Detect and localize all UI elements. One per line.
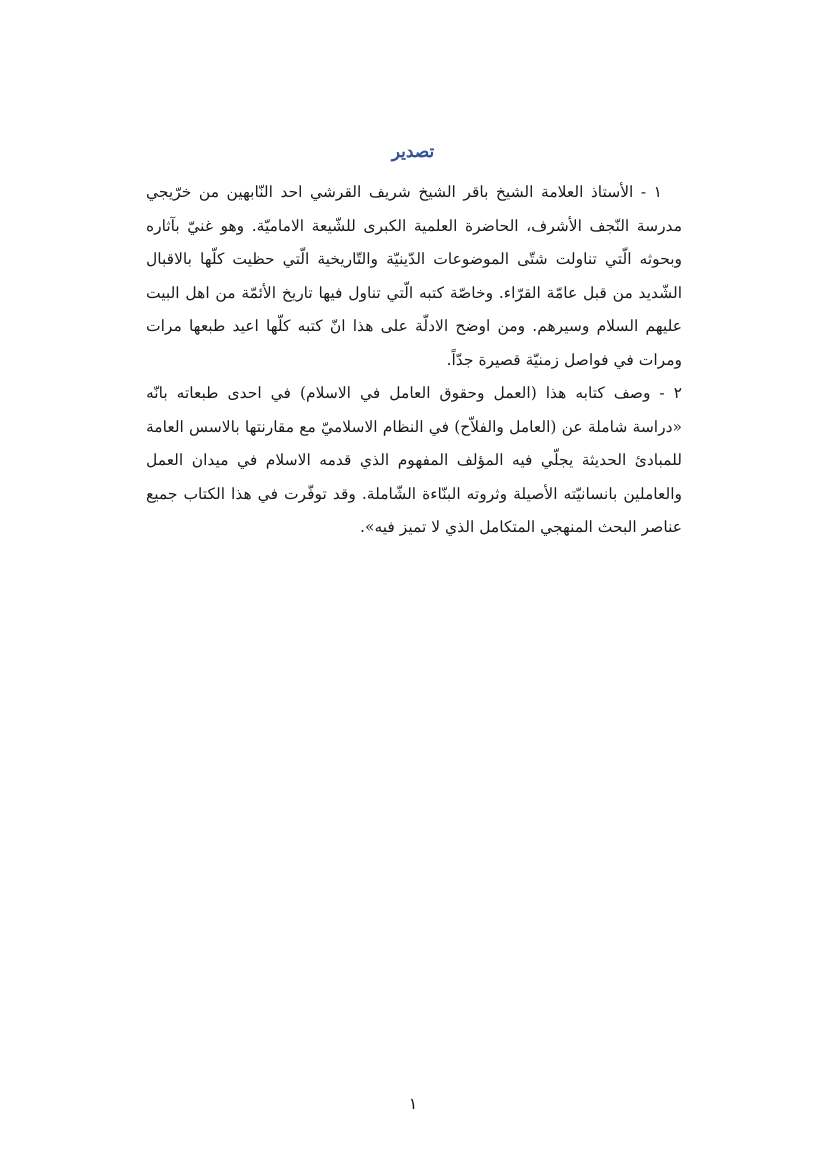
page-number: ١ — [408, 1094, 418, 1113]
paragraph-1: ١ - الأستاذ العلامة الشيخ باقر الشيخ شريف القرشي احد النّابهين من خرّيجي مدرسة النّجف الأشرف، الحاضرة العلمية الكبرى للشّيعة الاماميّة. وهو غنيّ بآثاره وبحوثه الّتي تناولت شتّى الموضوعات الدّينيّة والتّاريخية الّتي حظيت كلّها بالاقبال الشّديد من قبل عامّة القرّاء. وخاصّة كتبه الّتي تناول فيها تاريخ الأئمّة من اهل البيت عليهم السلام وسيرهم. ومن اوضح الادلّة على هذا انّ كتبه كلّها اعيد طبعها مرات ومرات في فواصل زمنيّة قصيرة جدّاً. — [146, 183, 682, 369]
page-title: تصدير — [391, 142, 435, 162]
body-text — [146, 176, 682, 545]
paragraph-2: ٢ - وصف كتابه هذا (العمل وحقوق العامل في الاسلام) في احدى طبعاته بانّه «دراسة شاملة عن (العامل والفلاّح) في النظام الاسلاميّ مع مقارنتها بالاسس العامة للمبادئ الحديثة يجلّي فيه المؤلف المفهوم الذي قدمه الاسلام في ميدان العمل والعاملين بانسانيّته الأصيلة وثروته البنّاءة الشّاملة. وقد توفّرت في هذا الكتاب جميع عناصر البحث المنهجي المتكامل الذي لا تميز فيه». — [146, 384, 682, 536]
